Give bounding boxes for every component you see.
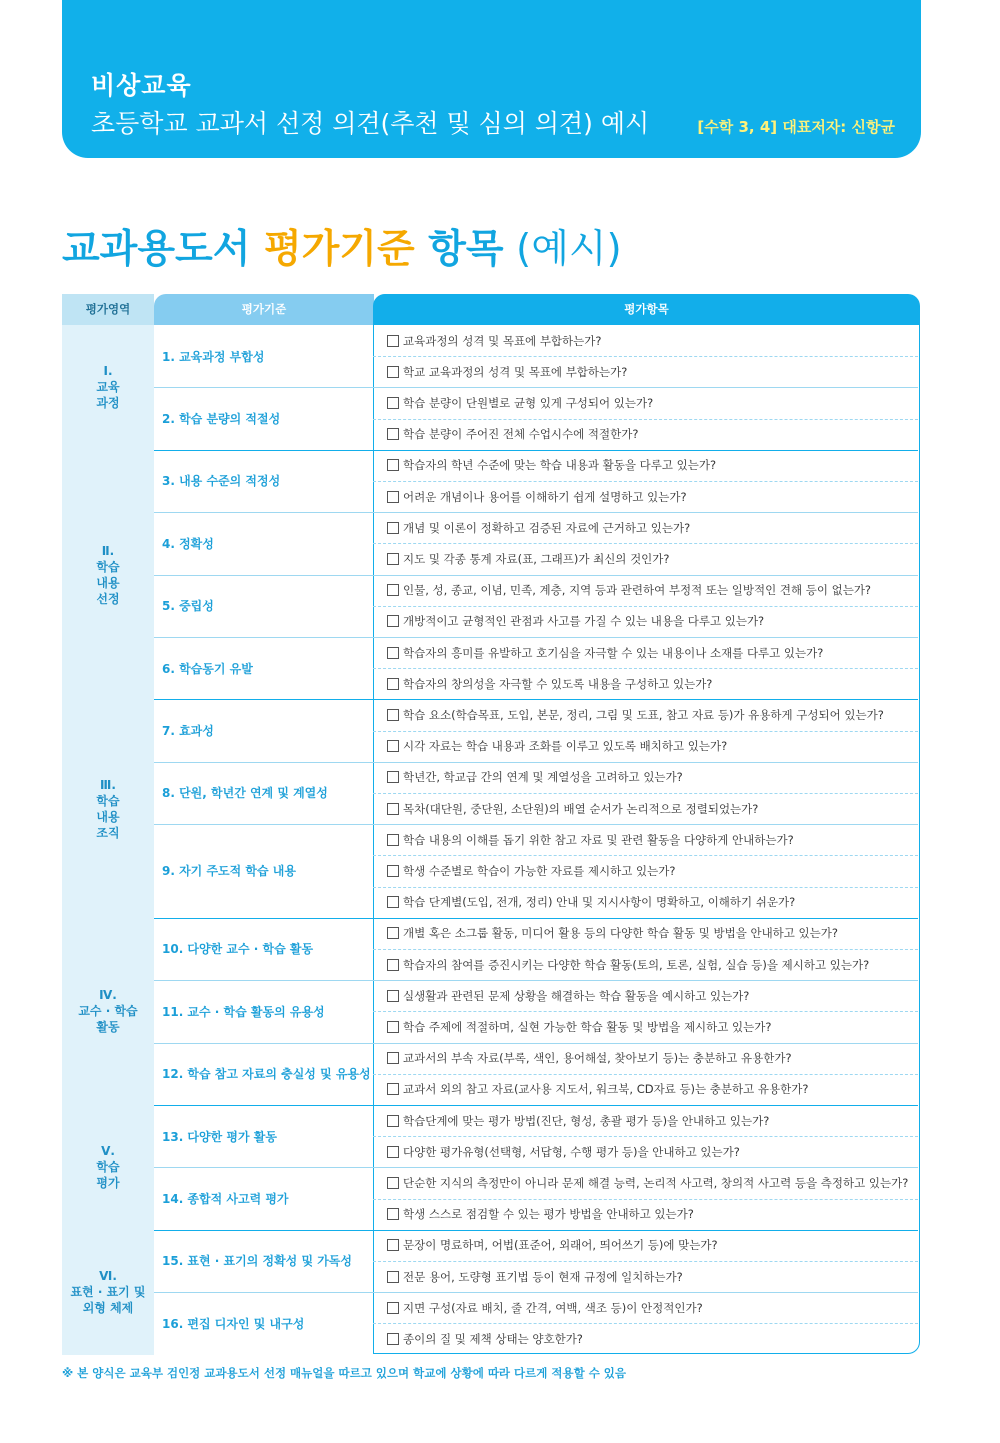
table-body <box>62 325 920 1355</box>
item-row <box>373 699 918 730</box>
item-text: 지면 구성(자료 배치, 줄 간격, 여백, 색조 등)이 안정적인가? <box>403 1300 703 1315</box>
criteria-cell: 2. 학습 분량의 적절성 <box>162 412 281 427</box>
item-row <box>373 1043 918 1074</box>
checkbox-icon[interactable] <box>387 1021 399 1033</box>
column-header-criteria: 평가기준 <box>154 294 374 325</box>
document-subtitle: 초등학교 교과서 선정 의견(추천 및 심의 의견) 예시 <box>91 109 650 138</box>
checkbox-icon[interactable] <box>387 522 399 534</box>
item-text: 학습 분량이 단원별로 균형 있게 구성되어 있는가? <box>403 395 654 410</box>
checkbox-icon[interactable] <box>387 647 399 659</box>
item-text: 개별 혹은 소그룹 활동, 미디어 활용 등의 다양한 학습 활동 및 방법을 안내하고 있는가? <box>403 926 838 941</box>
item-row <box>373 637 918 668</box>
checkbox-icon[interactable] <box>387 366 399 378</box>
checkbox-icon[interactable] <box>387 1208 399 1220</box>
item-text: 학습 주제에 적절하며, 실현 가능한 학습 활동 및 방법을 제시하고 있는가? <box>403 1019 772 1034</box>
area-label: Ⅰ. 교육 과정 <box>96 364 120 411</box>
area-cell <box>62 699 154 917</box>
checkbox-icon[interactable] <box>387 740 399 752</box>
item-row <box>373 575 918 606</box>
checkbox-icon[interactable] <box>387 335 399 347</box>
criteria-cell: 3. 내용 수준의 적정성 <box>162 474 281 489</box>
checkbox-icon[interactable] <box>387 709 399 721</box>
item-text: 학습자의 창의성을 자극할 수 있도록 내용을 구성하고 있는가? <box>403 676 713 691</box>
checkbox-icon[interactable] <box>387 1177 399 1189</box>
item-text: 학습자의 학년 수준에 맞는 학습 내용과 활동을 다루고 있는가? <box>403 458 717 473</box>
checkbox-icon[interactable] <box>387 397 399 409</box>
checkbox-icon[interactable] <box>387 1052 399 1064</box>
area-cell <box>62 918 154 1105</box>
item-row <box>373 1136 918 1167</box>
item-row <box>373 668 918 699</box>
area-cell <box>62 1105 154 1230</box>
criteria-cell: 8. 단원, 학년간 연계 및 계열성 <box>162 786 328 801</box>
item-text: 지도 및 각종 통계 자료(표, 그래프)가 최신의 것인가? <box>403 551 670 566</box>
checkbox-icon[interactable] <box>387 459 399 471</box>
checkbox-icon[interactable] <box>387 491 399 503</box>
page-title <box>62 218 622 274</box>
criteria-cell: 10. 다양한 교수 · 학습 활동 <box>162 942 314 957</box>
criteria-cell: 1. 교육과정 부합성 <box>162 349 265 364</box>
title-part: 항목 <box>414 227 504 272</box>
area-label: Ⅲ. 학습 내용 조직 <box>96 777 120 840</box>
item-row <box>373 1105 918 1136</box>
item-row <box>373 918 918 949</box>
item-text: 학습 분량이 주어진 전체 수업시수에 적절한가? <box>403 427 639 442</box>
checkbox-icon[interactable] <box>387 1239 399 1251</box>
item-text: 어려운 개념이나 용어를 이해하기 쉽게 설명하고 있는가? <box>403 489 687 504</box>
checkbox-icon[interactable] <box>387 896 399 908</box>
item-text: 교과서 외의 참고 자료(교사용 지도서, 워크북, CD자료 등)는 충분하고 유용한가? <box>403 1082 809 1097</box>
checkbox-icon[interactable] <box>387 615 399 627</box>
author-info: [수학 3, 4] 대표저자: 신항균 <box>697 118 895 136</box>
area-label: Ⅳ. 교수 · 학습 활동 <box>78 988 138 1035</box>
item-text: 단순한 지식의 측정만이 아니라 문제 해결 능력, 논리적 사고력, 창의적 사고력 등을 측정하고 있는가? <box>403 1175 909 1190</box>
item-text: 개념 및 이론이 정확하고 검증된 자료에 근거하고 있는가? <box>403 520 691 535</box>
column-header-area: 평가영역 <box>62 294 154 325</box>
criteria-cell: 4. 정확성 <box>162 536 214 551</box>
item-row <box>373 1323 918 1354</box>
item-text: 학습자의 흥미를 유발하고 호기심을 자극할 수 있는 내용이나 소재를 다루고 있는가? <box>403 645 824 660</box>
item-row <box>373 887 918 918</box>
item-row <box>373 731 918 762</box>
item-text: 학교 교육과정의 성격 및 목표에 부합하는가? <box>403 364 628 379</box>
evaluation-table <box>62 294 920 1355</box>
item-row <box>373 1011 918 1042</box>
area-label: Ⅴ. 학습 평가 <box>96 1144 120 1191</box>
checkbox-icon[interactable] <box>387 990 399 1002</box>
item-text: 교육과정의 성격 및 목표에 부합하는가? <box>403 333 602 348</box>
checkbox-icon[interactable] <box>387 553 399 565</box>
criteria-cell: 6. 학습동기 유발 <box>162 661 253 676</box>
header-banner <box>62 0 921 158</box>
item-text: 실생활과 관련된 문제 상황을 해결하는 학습 활동을 예시하고 있는가? <box>403 988 750 1003</box>
area-cell <box>62 1230 154 1355</box>
item-text: 학습 내용의 이해를 돕기 위한 참고 자료 및 관련 활동을 다양하게 안내하는가? <box>403 832 794 847</box>
item-row <box>373 1261 918 1292</box>
criteria-cell: 13. 다양한 평가 활동 <box>162 1129 277 1144</box>
criteria-cell: 9. 자기 주도적 학습 내용 <box>162 864 296 879</box>
item-text: 인물, 성, 종교, 이념, 민족, 계층, 지역 등과 관련하여 부정적 또는 일방적인 견해 등이 없는가? <box>403 583 872 598</box>
item-text: 학생 스스로 점검할 수 있는 평가 방법을 안내하고 있는가? <box>403 1207 694 1222</box>
criteria-cell: 14. 종합적 사고력 평가 <box>162 1192 289 1207</box>
checkbox-icon[interactable] <box>387 1115 399 1127</box>
item-text: 전문 용어, 도량형 표기법 등이 현재 규정에 일치하는가? <box>403 1269 683 1284</box>
item-row <box>373 419 918 450</box>
checkbox-icon[interactable] <box>387 1271 399 1283</box>
checkbox-icon[interactable] <box>387 927 399 939</box>
checkbox-icon[interactable] <box>387 1302 399 1314</box>
item-text: 문장이 명료하며, 어법(표준어, 외래어, 띄어쓰기 등)에 맞는가? <box>403 1238 718 1253</box>
item-text: 개방적이고 균형적인 관점과 사고를 가질 수 있는 내용을 다루고 있는가? <box>403 614 765 629</box>
item-row <box>373 1292 918 1323</box>
item-row <box>373 512 918 543</box>
item-text: 학년간, 학교급 간의 연계 및 계열성을 고려하고 있는가? <box>403 770 683 785</box>
checkbox-icon[interactable] <box>387 584 399 596</box>
area-label: Ⅱ. 학습 내용 선정 <box>96 543 120 606</box>
item-text: 시각 자료는 학습 내용과 조화를 이루고 있도록 배치하고 있는가? <box>403 739 728 754</box>
item-row <box>373 450 918 481</box>
item-text: 목차(대단원, 중단원, 소단원)의 배열 순서가 논리적으로 정렬되었는가? <box>403 801 759 816</box>
checkbox-icon[interactable] <box>387 959 399 971</box>
item-text: 교과서의 부속 자료(부록, 색인, 용어해설, 찾아보기 등)는 충분하고 유용한가? <box>403 1051 792 1066</box>
item-row <box>373 481 918 512</box>
item-row <box>373 356 918 387</box>
item-row <box>373 1230 918 1261</box>
column-header-items: 평가항목 <box>373 294 920 325</box>
checkbox-icon[interactable] <box>387 1333 399 1345</box>
item-row <box>373 855 918 886</box>
criteria-cell: 5. 중립성 <box>162 599 214 614</box>
item-text: 다양한 평가유형(선택형, 서답형, 수행 평가 등)을 안내하고 있는가? <box>403 1144 740 1159</box>
item-row <box>373 793 918 824</box>
footnote: ※ 본 양식은 교육부 검인정 교과용도서 선정 매뉴얼을 따르고 있으며 학교에 상황에 따라 다르게 적용할 수 있음 <box>62 1366 627 1380</box>
checkbox-icon[interactable] <box>387 1083 399 1095</box>
item-text: 학습 단계별(도입, 전개, 정리) 안내 및 지시사항이 명확하고, 이해하기 쉬운가? <box>403 895 796 910</box>
title-part: 교과용도서 <box>62 227 264 272</box>
checkbox-icon[interactable] <box>387 771 399 783</box>
item-text: 학생 수준별로 학습이 가능한 자료를 제시하고 있는가? <box>403 863 676 878</box>
item-row <box>373 1199 918 1230</box>
checkbox-icon[interactable] <box>387 803 399 815</box>
area-label: Ⅵ. 표현 · 표기 및 외형 체제 <box>70 1269 146 1316</box>
item-row <box>373 949 918 980</box>
title-example: (예시) <box>503 227 622 272</box>
checkbox-icon[interactable] <box>387 1146 399 1158</box>
item-text: 학습자의 참여를 증진시키는 다양한 학습 활동(토의, 토론, 실험, 실습 등)을 제시하고 있는가? <box>403 957 870 972</box>
area-cell <box>62 325 154 450</box>
criteria-cell: 7. 효과성 <box>162 724 214 739</box>
title-highlight: 평가기준 <box>263 227 415 272</box>
item-row <box>373 1074 918 1105</box>
checkbox-icon[interactable] <box>387 428 399 440</box>
item-row <box>373 387 918 418</box>
item-row <box>373 606 918 637</box>
checkbox-icon[interactable] <box>387 834 399 846</box>
item-row <box>373 762 918 793</box>
item-row <box>373 980 918 1011</box>
item-text: 종이의 질 및 제책 상태는 양호한가? <box>403 1331 583 1346</box>
item-row <box>373 1167 918 1198</box>
item-text: 학습단계에 맞는 평가 방법(진단, 형성, 총괄 평가 등)을 안내하고 있는가? <box>403 1113 770 1128</box>
criteria-cell: 12. 학습 참고 자료의 충실성 및 유용성 <box>162 1067 371 1082</box>
criteria-cell: 16. 편집 디자인 및 내구성 <box>162 1316 305 1331</box>
checkbox-icon[interactable] <box>387 865 399 877</box>
criteria-cell: 11. 교수 · 학습 활동의 유용성 <box>162 1004 325 1019</box>
item-row <box>373 325 918 356</box>
area-cell <box>62 450 154 700</box>
checkbox-icon[interactable] <box>387 678 399 690</box>
item-row <box>373 543 918 574</box>
publisher-name: 비상교육 <box>91 71 192 100</box>
criteria-cell: 15. 표현 · 표기의 정확성 및 가독성 <box>162 1254 352 1269</box>
item-row <box>373 824 918 855</box>
item-text: 학습 요소(학습목표, 도입, 본문, 정리, 그림 및 도표, 참고 자료 등)가 유용하게 구성되어 있는가? <box>403 707 884 722</box>
